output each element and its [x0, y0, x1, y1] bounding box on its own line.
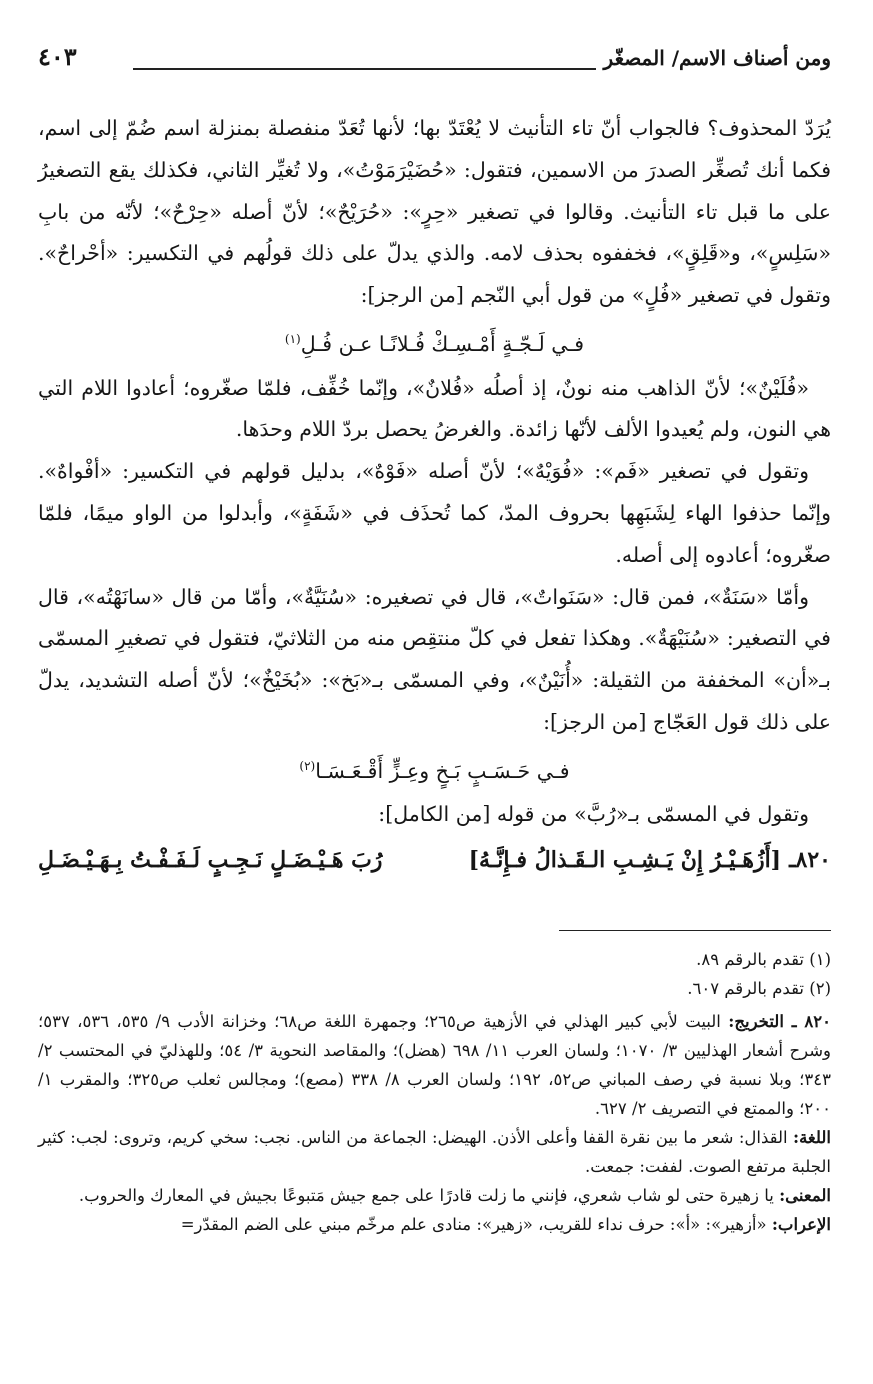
- footnotes: [38, 945, 831, 1239]
- footnote-ref-1: (١): [284, 331, 301, 346]
- running-title: ومن أصناف الاسم/ المصغّر: [603, 46, 831, 70]
- irab-note: [38, 1210, 831, 1239]
- paragraph-5: وتقول في المسمّى بـ«رُبَّ» من قوله [من الكامل]:: [378, 802, 809, 827]
- mana-text: يا زهيرة حتى لو شاب شعري، فإنني ما زلت قادرًا على جمع جيش مَتبوعًا بجيش في المعارك والحروب.: [78, 1186, 774, 1205]
- paragraph-1: يُرَدّ المحذوف؟ فالجواب أنّ تاء التأنيث لا يُعْتَدّ بها؛ لأنها تُعَدّ منفصلة بمنزلة اسم ضُمّ إلى اسم، فكما أنك تُصغِّر الصدرَ من الاسمين، فتقول: «حُضَيْرَمَوْتُ»، ولا تُغيِّر الثاني، فكذلك يقع التصغيرُ على ما قبل تاء التأنيث. وقالوا في تصغير «حِرٍ»: «حُرَيْحٌ»؛ لأنّ أصله «حِرْحٌ»؛ لأنّه من بابِ «سَلِسٍ»، و«قَلِقٍ»، فخففوه بحذف لامه. والذي يدلّ على ذلك قولُهم في التكسير: «أحْراحٌ». وتقول في تصغير «فُلٍ» من قول أبي النّجم [من الرجز]:: [38, 116, 831, 308]
- verse-second-hemistich: رُبَ هَـيْـضَـلٍ نَـجِـبٍ لَـفَـفْـتُ بِـهَـيْـضَـلِ: [38, 847, 383, 874]
- verse-1-text: فـي لَـجّـةٍ أَمْـسِـكْ فُـلانًـا عـن فُـلِ: [300, 331, 585, 356]
- paragraph-4: وأمّا «سَنَةٌ»، فمن قال: «سَنَواتٌ»، قال في تصغيره: «سُنَيَّةٌ»، وأمّا من قال «سانَهْتُه»، قال في التصغير: «سُنَيْهَةٌ». وهكذا تفعل في كلّ منتقِص منه من الثلاثيّ، فتقول في تصغيرِ المسمّى بـ«أن» المخففة من الثقيلة: «أُنَيْنٌ»، وفي المسمّى بـ«بَخ»: «بُخَيْخٌ»؛ لأنّ أصله التشديد، يدلّ على ذلك قول العَجّاج [من الرجز]:: [38, 584, 831, 734]
- page-header: [38, 40, 831, 80]
- footnote-ref-2: (٢): [299, 758, 316, 773]
- verse-first-hemistich: [أَزُهَـيْـرُ إِنْ يَـشِـبِ الـقَـذالُ فـإِنَّـهُ]: [468, 847, 782, 874]
- takhrij-text: البيت لأبي كبير الهذلي في الأزهية ص٢٦٥؛ وجمهرة اللغة ص٦٨؛ وخزانة الأدب ٩/ ٥٣٥، ٥٣٦، ٥٣٧؛ وشرح أشعار الهذليين ٣/ ١٠٧٠؛ ولسان العرب ١١/ ٦٩٨ (هضل)؛ والمقاصد النحوية ٣/ ٥٤؛ وللهذليّ في المحتسب ٢/ ٣٤٣؛ وبلا نسبة في رصف المباني ص٥٢، ١٩٢؛ ولسان العرب ٨/ ٣٣٨ (مصع)؛ ومجالس ثعلب ص٣٢٥؛ والمقرب ١/ ٢٠٠؛ والممتع في التصريف ٢/ ٦٢٧.: [38, 1012, 831, 1118]
- header-rule: [133, 68, 596, 70]
- paragraph-3: وتقول في تصغير «فَم»: «فُوَيْهٌ»؛ لأنّ أصله «فَوْهٌ»، بدليل قولهم في التكسير: «أفْواهٌ». وإنّما حذفوا الهاء لِشَبَهِها بحروف المدّ، كما تُحذَف في «شَفَةٍ»، وأبدلوا من الواو ميمًا، فلمّا صغّروه؛ أعادوه إلى أصله.: [38, 459, 831, 567]
- verse-2-text: فـي حَـسَـبٍ بَـخٍ وعِـزٍّ أَقْـعَـسَـا: [315, 758, 570, 783]
- mana-note: [38, 1181, 831, 1210]
- verse-number: ٨٢٠ـ: [789, 847, 831, 874]
- verse-2: [38, 744, 831, 795]
- main-text: [38, 108, 831, 882]
- paragraph-2: «فُلَيْنٌ»؛ لأنّ الذاهب منه نونٌ، إذ أصلُه «فُلانٌ»، وإنّما خُفِّف، فلمّا صغّروه؛ أعادوا اللام التي هي النون، ولم يُعيدوا الألف لأنّها زائدة. والغرضُ يحصل بردّ اللام وحدَها.: [38, 375, 831, 442]
- lugha-text: القذال: شعر ما بين نقرة القفا وأعلى الأذن. الهيضل: الجماعة من الناس. نجب: سخي كريم، وتروى: لجب: كثير الجلبة مرتفع الصوت. لففت: جمعت.: [38, 1128, 831, 1176]
- takhrij-label: ٨٢٠ ـ التخريج:: [728, 1012, 831, 1031]
- irab-text: «أزهير»: «أ»: حرف نداء للقريب، «زهير»: منادى علم مرخّم مبني على الضم المقدّر=: [180, 1215, 767, 1234]
- lugha-label: اللغة:: [793, 1128, 831, 1147]
- irab-label: الإعراب:: [771, 1215, 831, 1234]
- footnote-separator: [559, 930, 831, 931]
- mana-label: المعنى:: [779, 1186, 831, 1205]
- footnote-1: (١) تقدم بالرقم ٨٩.: [696, 950, 831, 969]
- lugha-note: [38, 1123, 831, 1181]
- footnote-2: (٢) تقدم بالرقم ٦٠٧.: [687, 979, 831, 998]
- takhrij-note: [38, 1007, 831, 1123]
- page-number: ٤٠٣: [38, 42, 77, 71]
- verse-820: [38, 840, 831, 882]
- verse-1: [38, 317, 831, 368]
